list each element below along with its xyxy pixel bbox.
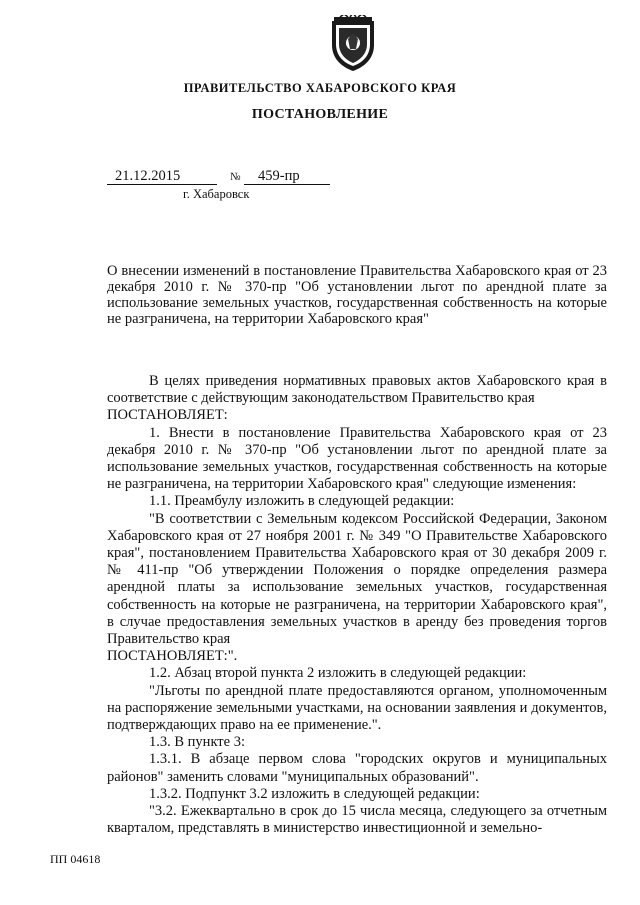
number-sign: № [230, 171, 241, 183]
body-paragraph: "3.2. Ежеквартально в срок до 15 числа месяца, следующего за отчетным кварталом, представлять в министерство инвестиционной и земельно- [107, 803, 607, 837]
document-city: г. Хабаровск [183, 187, 250, 201]
body-paragraph: "Льготы по арендной плате предоставляются органом, уполномоченным на распоряжение земельными участками, на основании заявления и документов, подтверждающих право на ее применение.". [107, 682, 607, 734]
body-paragraph: ПОСТАНОВЛЯЕТ: [107, 407, 228, 424]
body-paragraph: В целях приведения нормативных правовых актов Хабаровского края в соответствие с действующим законодательством Правительство края [107, 373, 607, 407]
body-paragraph: 1.1. Преамбулу изложить в следующей редакции: [149, 493, 455, 510]
body-paragraph: 1.3.1. В абзаце первом слова "городских округов и муниципальных районов" заменить словами "муниципальных образований". [107, 751, 607, 785]
body-paragraph: 1.3.2. Подпункт 3.2 изложить в следующей редакции: [149, 785, 480, 802]
document-number: 459-пр [244, 167, 330, 185]
body-paragraph: 1.2. Абзац второй пункта 2 изложить в следующей редакции: [149, 665, 527, 682]
document-body [107, 373, 607, 837]
body-paragraph: 1. Внести в постановление Правительства Хабаровского края от 23 декабря 2010 г. № 370-пр "Об установлении льгот по арендной плате за использование земельных участков, государственная собственность на которые не разграничена, на территории Хабаровского края" следующие изменения: [107, 424, 607, 493]
coat-of-arms-icon [326, 15, 380, 73]
body-paragraph: "В соответствии с Земельным кодексом Российской Федерации, Законом Хабаровского края от 27 ноября 2001 г. № 349 "О Правительстве Хабаровского края", постановлением Правительства Хабаровского края от 30 декабря 2009 г. № 411-пр "Об утверждении Положения о порядке определения размера арендной платы за использование земельных участков, государственная собственность на которые не разграничена, на территории Хабаровского края", в случае предоставления земельных участков в аренду без проведения торгов Правительство края [107, 510, 607, 648]
body-paragraph: 1.3. В пункте 3: [149, 734, 245, 751]
document-type: ПОСТАНОВЛЕНИЕ [251, 107, 389, 122]
document-date: 21.12.2015 [107, 167, 217, 185]
organization-name: ПРАВИТЕЛЬСТВО ХАБАРОВСКОГО КРАЯ [183, 81, 457, 95]
footer-code: ПП 04618 [50, 852, 101, 866]
document-title: О внесении изменений в постановление Правительства Хабаровского края от 23 декабря 2010 г. № 370-пр "Об установлении льгот по арендной плате за использование земельных участков, государственная собственность на которые не разграничена, на территории Хабаровского края" [107, 263, 607, 327]
body-paragraph: ПОСТАНОВЛЯЕТ:". [107, 648, 238, 665]
